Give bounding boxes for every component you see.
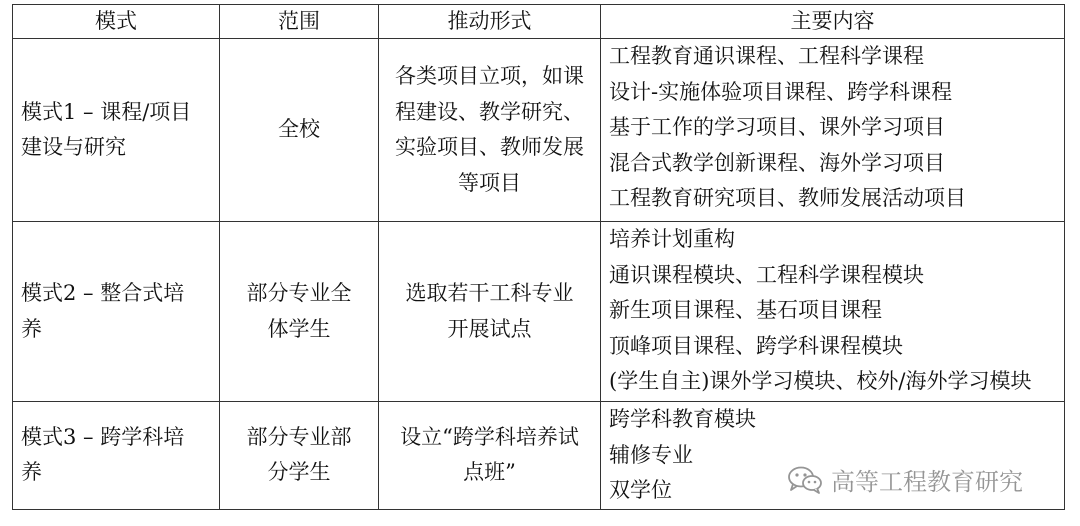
scope-line: 全校 [278,117,320,142]
mode-cell [13,222,220,402]
form-line: 选取若干工科专业 [405,281,574,305]
content-line: 工程教育研究项目、教师发展活动项目 [609,186,966,210]
scope-line: 部分专业全 [246,281,352,305]
header-row [13,5,1065,39]
scope-cell [220,402,379,510]
form-cell [379,222,601,402]
content-line: 跨学科教育模块 [609,407,756,431]
scope-cell [220,39,379,222]
form-cell [379,402,601,510]
header-content: 主要内容 [601,5,1065,39]
content-line: (学生自主)课外学习模块、校外/海外学习模块 [609,369,1032,393]
mode-line: 模式1 – 课程/项目 [21,99,192,124]
table-row [13,39,1065,222]
scope-cell [220,222,379,402]
content-line: 辅修专业 [609,442,693,467]
header-mode: 模式 [13,5,220,39]
mode-cell [13,402,220,510]
content-cell [601,222,1065,402]
header-form: 推动形式 [379,5,601,39]
mode-line: 养 [21,316,42,341]
mode-line: 模式2 – 整合式培 [21,281,185,305]
scope-line: 分学生 [267,460,331,485]
mode-line: 模式3 – 跨学科培 [21,424,185,449]
watermark-text: 高等工程教育研究 [831,468,1023,496]
content-line: 顶峰项目课程、跨学科课程模块 [609,333,903,358]
content-line: 培养计划重构 [609,227,735,251]
form-line: 实验项目、教师发展 [395,135,584,159]
content-line: 设计-实施体验项目课程、跨学科课程 [609,79,953,104]
form-line: 设立“跨学科培养试 [400,424,579,449]
content-line: 混合式教学创新课程、海外学习项目 [609,150,945,175]
content-line: 工程教育通识课程、工程科学课程 [609,44,924,68]
form-line: 各类项目立项，如课 [395,64,584,88]
watermark [787,462,1023,497]
scope-line: 体学生 [267,316,331,341]
scope-line: 部分专业部 [246,424,352,449]
mode-line: 建设与研究 [21,135,126,159]
mode-cell [13,39,220,222]
form-line: 点班” [463,460,516,485]
wechat-icon [787,465,823,495]
form-line: 等项目 [458,170,521,195]
content-line: 双学位 [609,478,672,502]
content-line: 基于工作的学习项目、课外学习项目 [609,115,945,139]
mode-line: 养 [21,460,42,485]
content-line: 通识课程模块、工程科学课程模块 [609,262,924,287]
form-cell [379,39,601,222]
program-table [12,4,1065,510]
table-row [13,222,1065,402]
form-line: 开展试点 [447,316,532,341]
form-line: 程建设、教学研究、 [395,99,584,124]
content-line: 新生项目课程、基石项目课程 [609,298,882,322]
content-cell [601,39,1065,222]
header-scope: 范围 [220,5,379,39]
